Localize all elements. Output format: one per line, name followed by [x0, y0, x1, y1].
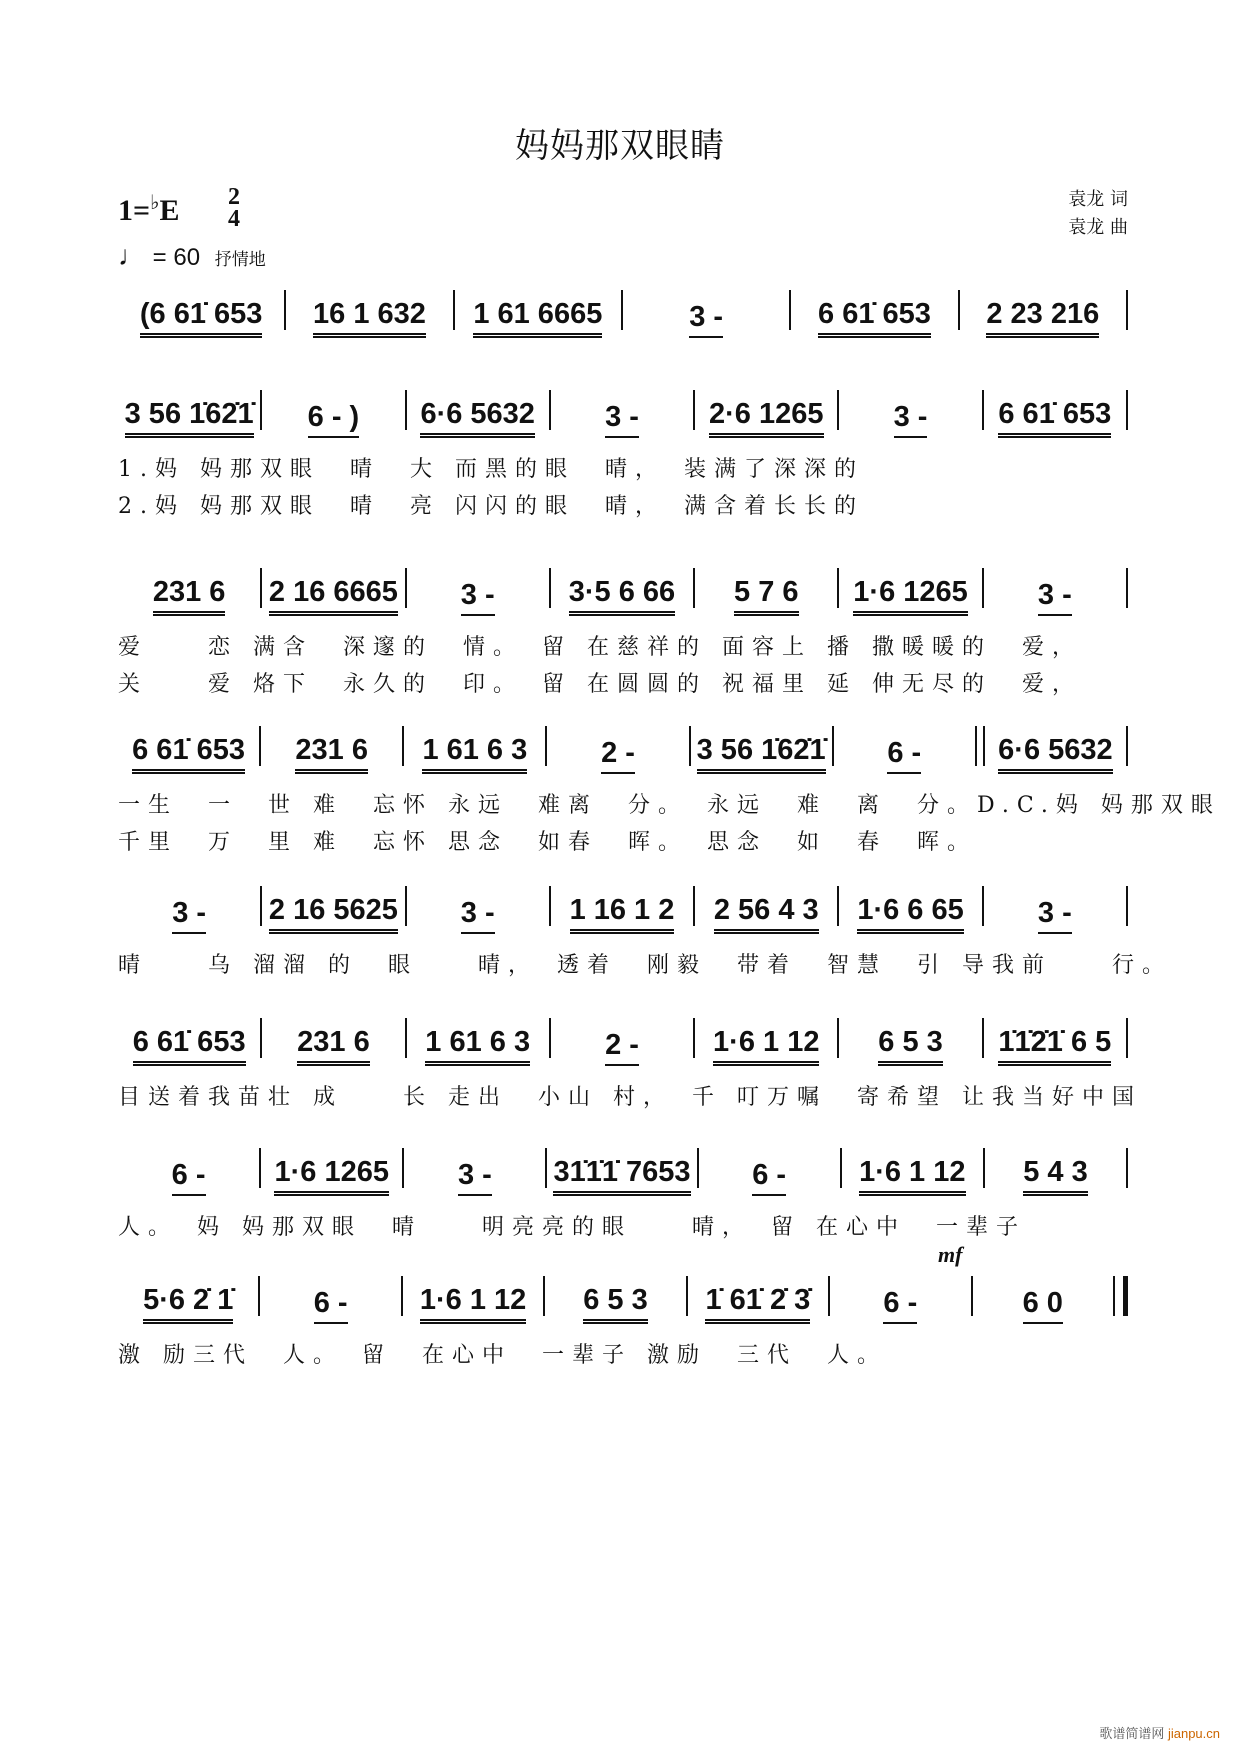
watermark	[1099, 1723, 1220, 1742]
bar-line	[1126, 1148, 1128, 1188]
quarter-note-icon: ♩	[118, 240, 146, 271]
measure	[699, 1159, 840, 1196]
watermark-site-name: 歌谱简谱网	[1099, 1726, 1165, 1741]
measure	[455, 298, 621, 338]
measure	[839, 894, 981, 934]
note-group: 3·5 6 66	[569, 576, 675, 616]
note-group: 6 - )	[308, 401, 360, 438]
staff-row	[118, 1010, 1142, 1111]
measure	[407, 398, 549, 438]
time-signature-top: 2	[228, 184, 240, 210]
bar-line	[1113, 1276, 1128, 1316]
measure	[262, 576, 404, 616]
note-group: 6 -	[172, 1159, 206, 1196]
staff-row	[118, 560, 1128, 698]
measure	[261, 734, 402, 774]
note-group: 3 56 1̇62̇1̇	[125, 398, 254, 438]
note-group: 16 1 632	[313, 298, 426, 338]
key-prefix: 1=	[118, 194, 151, 227]
measure	[118, 1284, 258, 1324]
staff-line	[118, 878, 1128, 934]
measure	[984, 1026, 1126, 1066]
note-group: (6 61̇ 653	[140, 298, 263, 338]
bar-line	[1126, 1018, 1128, 1058]
measure	[623, 301, 789, 338]
bar-line	[1126, 568, 1128, 608]
measure	[286, 298, 452, 338]
note-group: 1 61 6 3	[422, 734, 527, 774]
lyric-text: 目送着我苗壮 成 长 走出 小山 村， 千 叮万嘱 寄希望 让我当好中国	[118, 1085, 1142, 1110]
staff-row	[118, 1140, 1128, 1241]
time-signature-bottom: 4	[228, 206, 240, 232]
measure	[403, 1284, 543, 1324]
measure	[551, 401, 693, 438]
measure	[984, 579, 1126, 616]
note-group: 6 61̇ 653	[818, 298, 931, 338]
expression-mark: 抒情地	[214, 250, 266, 270]
note-group: 6 5 3	[583, 1284, 648, 1324]
note-group: 3 -	[458, 1159, 492, 1196]
key-signature	[118, 190, 180, 228]
measure	[985, 734, 1126, 774]
note-group: 2 56 4 3	[714, 894, 819, 934]
staff-row	[118, 878, 1172, 979]
note-group: 3 -	[172, 897, 206, 934]
note-group: 3 -	[894, 401, 928, 438]
measure	[118, 398, 260, 438]
note-group: 231 6	[153, 576, 226, 616]
measure	[262, 401, 404, 438]
note-group: 6·6 5632	[998, 734, 1113, 774]
lyric-text: 晴 乌 溜溜 的 眼 晴， 透着 刚毅 带着 智慧 引 导我前 行。	[118, 953, 1172, 978]
lyric-text: 1.妈 妈那双眼 晴 大 而黑的眼 晴， 装满了深深的	[118, 457, 864, 482]
measure	[407, 1026, 549, 1066]
note-group: 1̇ 61̇ 2̇ 3̇	[705, 1284, 810, 1324]
lyric-line	[118, 630, 1128, 661]
measure	[118, 1026, 260, 1066]
note-group: 6 61̇ 653	[132, 734, 245, 774]
note-group: 3 -	[461, 897, 495, 934]
note-group: 1 61 6665	[473, 298, 602, 338]
staff-line	[118, 382, 1128, 438]
song-title: 妈妈那双眼睛	[515, 126, 725, 166]
credits	[1068, 186, 1128, 242]
lyric-text: 2.妈 妈那双眼 晴 亮 闪闪的眼 晴， 满含着长长的	[118, 494, 864, 519]
note-group: 6·6 5632	[420, 398, 535, 438]
note-group: 2 16 5625	[269, 894, 398, 934]
dynamic-mark: mf	[938, 1242, 963, 1267]
lyric-line	[118, 452, 1128, 483]
measure	[839, 401, 981, 438]
lyric-text: 千里 万 里 难 忘怀 思念 如春 晖。 思念 如 春 晖。	[118, 830, 977, 855]
time-signature	[228, 186, 240, 230]
measure	[404, 734, 545, 774]
note-group: 2 -	[601, 737, 635, 774]
note-group: 2 16 6665	[269, 576, 398, 616]
lyric-line	[118, 1080, 1142, 1111]
note-group: 5·6 2̇ 1̇	[143, 1284, 233, 1324]
measure	[960, 298, 1126, 338]
measure	[118, 897, 260, 934]
flat-icon: ♭	[150, 192, 160, 214]
measure	[547, 1156, 696, 1196]
note-group: 2 23 216	[986, 298, 1099, 338]
note-group: 1·6 1 12	[713, 1026, 819, 1066]
measure	[260, 1287, 400, 1324]
note-group: 6 61̇ 653	[133, 1026, 246, 1066]
note-group: 6 61̇ 653	[998, 398, 1111, 438]
measure	[839, 576, 981, 616]
note-group: 1·6 1 12	[420, 1284, 526, 1324]
measure	[407, 579, 549, 616]
note-group: 1 61 6 3	[425, 1026, 530, 1066]
note-group: 3 -	[1038, 897, 1072, 934]
measure	[695, 894, 837, 934]
note-group: 5 7 6	[734, 576, 799, 616]
staff-row	[118, 718, 1221, 856]
note-group: 3 -	[1038, 579, 1072, 616]
staff-line	[118, 1010, 1128, 1066]
note-group: 1·6 6 65	[857, 894, 963, 934]
note-group: 3 -	[605, 401, 639, 438]
measure	[839, 1026, 981, 1066]
measure	[830, 1287, 970, 1324]
note-group: 31̇1̇1̇ 7653	[553, 1156, 690, 1196]
staff-line	[118, 1268, 1128, 1324]
measure	[407, 897, 549, 934]
note-group: 231 6	[295, 734, 368, 774]
measure	[791, 298, 957, 338]
tempo-value: = 60	[152, 244, 201, 271]
measure	[695, 1026, 837, 1066]
note-group: 3 56 1̇62̇1̇	[697, 734, 826, 774]
lyric-line	[118, 489, 1128, 520]
key-note: E	[159, 194, 180, 227]
staff-row	[118, 1268, 1128, 1369]
staff-line	[118, 1140, 1128, 1196]
note-group: 6 -	[887, 737, 921, 774]
note-group: 6 5 3	[878, 1026, 943, 1066]
note-group: 6 -	[752, 1159, 786, 1196]
lyric-line	[118, 1210, 1128, 1241]
measure	[984, 398, 1126, 438]
measure	[118, 734, 259, 774]
measure	[985, 1156, 1126, 1196]
measure	[551, 894, 693, 934]
measure	[118, 1159, 259, 1196]
note-group: 6 0	[1023, 1287, 1063, 1324]
staff-row	[118, 382, 1128, 520]
measure	[404, 1159, 545, 1196]
staff-row	[118, 282, 1128, 338]
lyric-text: 一生 一 世 难 忘怀 永远 难离 分。 永远 难 离 分。D.C.妈 妈那双眼	[118, 793, 1221, 818]
measure	[984, 897, 1126, 934]
measure	[695, 398, 837, 438]
note-group: 6 -	[883, 1287, 917, 1324]
note-group: 3 -	[461, 579, 495, 616]
bar-line	[1126, 726, 1128, 766]
lyric-text: 爱 恋 满含 深邃的 情。 留 在慈祥的 面容上 播 撒暖暖的 爱，	[118, 635, 1082, 660]
measure	[834, 737, 975, 774]
measure	[547, 737, 688, 774]
measure	[551, 576, 693, 616]
bar-line	[1126, 886, 1128, 926]
measure	[695, 576, 837, 616]
tempo-marking	[118, 240, 266, 272]
note-group: 231 6	[297, 1026, 370, 1066]
note-group: 6 -	[314, 1287, 348, 1324]
lyric-line	[118, 948, 1172, 979]
bar-line	[1126, 390, 1128, 430]
lyric-line	[118, 788, 1221, 819]
composer-credit: 袁龙 曲	[1068, 217, 1128, 238]
measure	[551, 1029, 693, 1066]
lyricist-credit: 袁龙 词	[1068, 189, 1128, 210]
note-group: 1·6 1265	[274, 1156, 389, 1196]
measure	[118, 576, 260, 616]
note-group: 1 16 1 2	[570, 894, 675, 934]
staff-line	[118, 560, 1128, 616]
staff-line	[118, 282, 1128, 338]
lyric-text: 激 励三代 人。 留 在心中 一辈子 激励 三代 人。	[118, 1343, 887, 1368]
note-group: 2 -	[605, 1029, 639, 1066]
note-group: 1·6 1265	[853, 576, 968, 616]
measure	[118, 298, 284, 338]
note-group: 1·6 1 12	[859, 1156, 965, 1196]
measure	[545, 1284, 685, 1324]
note-group: 3 -	[689, 301, 723, 338]
lyric-text: 关 爱 烙下 永久的 印。 留 在圆圆的 祝福里 延 伸无尽的 爱，	[118, 672, 1082, 697]
staff-line	[118, 718, 1128, 774]
note-group: 5 4 3	[1023, 1156, 1088, 1196]
measure	[262, 894, 404, 934]
lyric-line	[118, 667, 1128, 698]
lyric-text: 人。 妈 妈那双眼 晴 明亮亮的眼 晴， 留 在心中 一辈子	[118, 1215, 1026, 1240]
note-group: 2·6 1265	[709, 398, 824, 438]
measure	[973, 1287, 1113, 1324]
note-group: 1̇1̇2̇1̇ 6 5	[998, 1026, 1111, 1066]
watermark-url: jianpu.cn	[1167, 1726, 1220, 1741]
measure	[691, 734, 832, 774]
lyric-line	[118, 825, 1128, 856]
measure	[842, 1156, 983, 1196]
lyric-line	[118, 1338, 1128, 1369]
measure	[262, 1026, 404, 1066]
measure	[688, 1284, 828, 1324]
measure	[261, 1156, 402, 1196]
bar-line	[975, 726, 985, 766]
bar-line	[1126, 290, 1128, 330]
